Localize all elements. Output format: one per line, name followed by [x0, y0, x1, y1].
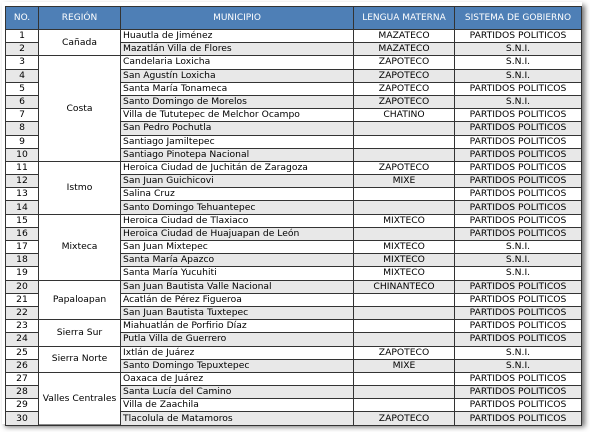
cell-lengua: MIXE — [354, 175, 455, 188]
cell-no: 24 — [6, 333, 39, 346]
cell-no: 21 — [6, 293, 39, 306]
cell-no: 16 — [6, 227, 39, 240]
cell-sistema: S.N.I. — [455, 346, 582, 359]
cell-sistema: PARTIDOS POLITICOS — [455, 333, 582, 346]
cell-no: 28 — [6, 386, 39, 399]
cell-no: 19 — [6, 267, 39, 280]
cell-lengua — [354, 372, 455, 385]
cell-lengua: ZAPOTECO — [354, 82, 455, 95]
cell-lengua: MIXTECO — [354, 241, 455, 254]
cell-municipio: Santiago Pinotepa Nacional — [121, 148, 354, 161]
cell-lengua: MIXE — [354, 359, 455, 372]
cell-lengua — [354, 399, 455, 412]
cell-no: 15 — [6, 214, 39, 227]
cell-sistema: PARTIDOS POLITICOS — [455, 201, 582, 214]
table-row — [6, 320, 582, 333]
cell-municipio: San Juan Guichicovi — [121, 175, 354, 188]
cell-region: Papaloapan — [39, 280, 121, 320]
cell-lengua — [354, 135, 455, 148]
cell-region: Mixteca — [39, 214, 121, 280]
cell-municipio: Putla Villa de Guerrero — [121, 333, 354, 346]
cell-no: 18 — [6, 254, 39, 267]
cell-no: 8 — [6, 122, 39, 135]
cell-sistema: PARTIDOS POLITICOS — [455, 227, 582, 240]
cell-municipio: San Juan Mixtepec — [121, 241, 354, 254]
cell-no: 10 — [6, 148, 39, 161]
cell-no: 13 — [6, 188, 39, 201]
cell-sistema: PARTIDOS POLITICOS — [455, 320, 582, 333]
cell-no: 29 — [6, 399, 39, 412]
cell-no: 7 — [6, 109, 39, 122]
cell-lengua — [354, 320, 455, 333]
cell-no: 2 — [6, 43, 39, 56]
cell-municipio: Heroica Ciudad de Juchitán de Zaragoza — [121, 161, 354, 174]
cell-municipio: Mazatlán Villa de Flores — [121, 43, 354, 56]
cell-region: Sierra Norte — [39, 346, 121, 372]
cell-lengua: MIXTECO — [354, 267, 455, 280]
cell-municipio: San Juan Bautista Tuxtepec — [121, 306, 354, 319]
cell-no: 17 — [6, 241, 39, 254]
cell-lengua — [354, 293, 455, 306]
cell-no: 20 — [6, 280, 39, 293]
cell-sistema: S.N.I. — [455, 254, 582, 267]
cell-sistema: PARTIDOS POLITICOS — [455, 188, 582, 201]
cell-municipio: Santa María Yucuhiti — [121, 267, 354, 280]
cell-sistema: S.N.I. — [455, 69, 582, 82]
cell-no: 9 — [6, 135, 39, 148]
table-row — [6, 214, 582, 227]
cell-municipio: Salina Cruz — [121, 188, 354, 201]
cell-municipio: Miahuatlán de Porfirio Díaz — [121, 320, 354, 333]
cell-no: 3 — [6, 56, 39, 69]
cell-no: 14 — [6, 201, 39, 214]
cell-sistema: PARTIDOS POLITICOS — [455, 30, 582, 43]
cell-no: 25 — [6, 346, 39, 359]
cell-sistema: S.N.I. — [455, 241, 582, 254]
cell-no: 1 — [6, 30, 39, 43]
cell-lengua: ZAPOTECO — [354, 95, 455, 108]
cell-lengua — [354, 386, 455, 399]
cell-region: Costa — [39, 56, 121, 162]
cell-sistema: S.N.I. — [455, 359, 582, 372]
table-frame — [2, 2, 582, 424]
cell-municipio: Heroica Ciudad de Huajuapan de León — [121, 227, 354, 240]
cell-sistema: S.N.I. — [455, 267, 582, 280]
cell-municipio: Ixtlán de Juárez — [121, 346, 354, 359]
municipios-table — [5, 6, 582, 426]
cell-lengua: MAZATECO — [354, 30, 455, 43]
cell-sistema: PARTIDOS POLITICOS — [455, 412, 582, 425]
cell-lengua: ZAPOTECO — [354, 69, 455, 82]
cell-municipio: Santo Domingo Tepuxtepec — [121, 359, 354, 372]
header-no: NO. — [6, 7, 39, 30]
cell-municipio: Santiago Jamiltepec — [121, 135, 354, 148]
cell-municipio: San Pedro Pochutla — [121, 122, 354, 135]
cell-municipio: Villa de Zaachila — [121, 399, 354, 412]
cell-municipio: Acatlán de Pérez Figueroa — [121, 293, 354, 306]
cell-municipio: San Juan Bautista Valle Nacional — [121, 280, 354, 293]
cell-lengua — [354, 306, 455, 319]
cell-sistema: PARTIDOS POLITICOS — [455, 109, 582, 122]
cell-sistema: PARTIDOS POLITICOS — [455, 306, 582, 319]
cell-no: 30 — [6, 412, 39, 425]
cell-municipio: Oaxaca de Juárez — [121, 372, 354, 385]
cell-no: 23 — [6, 320, 39, 333]
table-row — [6, 372, 582, 385]
cell-municipio: San Agustín Loxicha — [121, 69, 354, 82]
cell-sistema: PARTIDOS POLITICOS — [455, 214, 582, 227]
table-body — [6, 30, 582, 426]
cell-municipio: Santa María Tonameca — [121, 82, 354, 95]
cell-sistema: S.N.I. — [455, 95, 582, 108]
cell-municipio: Huautla de Jiménez — [121, 30, 354, 43]
cell-no: 4 — [6, 69, 39, 82]
cell-sistema: S.N.I. — [455, 56, 582, 69]
cell-lengua: MIXTECO — [354, 214, 455, 227]
cell-lengua: MAZATECO — [354, 43, 455, 56]
table-row — [6, 280, 582, 293]
cell-municipio: Tlacolula de Matamoros — [121, 412, 354, 425]
cell-no: 5 — [6, 82, 39, 95]
cell-municipio: Villa de Tututepec de Melchor Ocampo — [121, 109, 354, 122]
cell-no: 11 — [6, 161, 39, 174]
cell-sistema: PARTIDOS POLITICOS — [455, 386, 582, 399]
cell-lengua: ZAPOTECO — [354, 56, 455, 69]
cell-sistema: PARTIDOS POLITICOS — [455, 175, 582, 188]
cell-lengua — [354, 188, 455, 201]
cell-sistema: S.N.I. — [455, 43, 582, 56]
cell-municipio: Santa Lucía del Camino — [121, 386, 354, 399]
cell-sistema: PARTIDOS POLITICOS — [455, 135, 582, 148]
cell-no: 27 — [6, 372, 39, 385]
cell-no: 6 — [6, 95, 39, 108]
cell-region: Sierra Sur — [39, 320, 121, 346]
cell-sistema: PARTIDOS POLITICOS — [455, 293, 582, 306]
cell-sistema: PARTIDOS POLITICOS — [455, 161, 582, 174]
cell-lengua — [354, 201, 455, 214]
header-sistema: SISTEMA DE GOBIERNO — [455, 7, 582, 30]
cell-lengua: MIXTECO — [354, 254, 455, 267]
cell-municipio: Candelaria Loxicha — [121, 56, 354, 69]
cell-region: Cañada — [39, 30, 121, 56]
cell-lengua — [354, 122, 455, 135]
cell-no: 12 — [6, 175, 39, 188]
header-region: REGIÓN — [39, 7, 121, 30]
cell-sistema: PARTIDOS POLITICOS — [455, 148, 582, 161]
cell-sistema: PARTIDOS POLITICOS — [455, 82, 582, 95]
cell-no: 26 — [6, 359, 39, 372]
cell-lengua: ZAPOTECO — [354, 412, 455, 425]
cell-municipio: Santa María Apazco — [121, 254, 354, 267]
cell-lengua: CHATINO — [354, 109, 455, 122]
cell-sistema: PARTIDOS POLITICOS — [455, 122, 582, 135]
cell-lengua — [354, 227, 455, 240]
table-row — [6, 346, 582, 359]
cell-lengua — [354, 333, 455, 346]
cell-lengua: CHINANTECO — [354, 280, 455, 293]
cell-lengua — [354, 148, 455, 161]
cell-sistema: PARTIDOS POLITICOS — [455, 399, 582, 412]
cell-sistema: PARTIDOS POLITICOS — [455, 372, 582, 385]
header-lengua: LENGUA MATERNA — [354, 7, 455, 30]
cell-sistema: PARTIDOS POLITICOS — [455, 280, 582, 293]
header-municipio: MUNICIPIO — [121, 7, 354, 30]
table-row — [6, 161, 582, 174]
cell-region: Istmo — [39, 161, 121, 214]
cell-no: 22 — [6, 306, 39, 319]
cell-region: Valles Centrales — [39, 372, 121, 425]
cell-municipio: Santo Domingo Tehuantepec — [121, 201, 354, 214]
cell-lengua: ZAPOTECO — [354, 161, 455, 174]
cell-lengua: ZAPOTECO — [354, 346, 455, 359]
header-row — [6, 7, 582, 30]
table-row — [6, 30, 582, 43]
cell-municipio: Heroica Ciudad de Tlaxiaco — [121, 214, 354, 227]
table-row — [6, 56, 582, 69]
cell-municipio: Santo Domingo de Morelos — [121, 95, 354, 108]
